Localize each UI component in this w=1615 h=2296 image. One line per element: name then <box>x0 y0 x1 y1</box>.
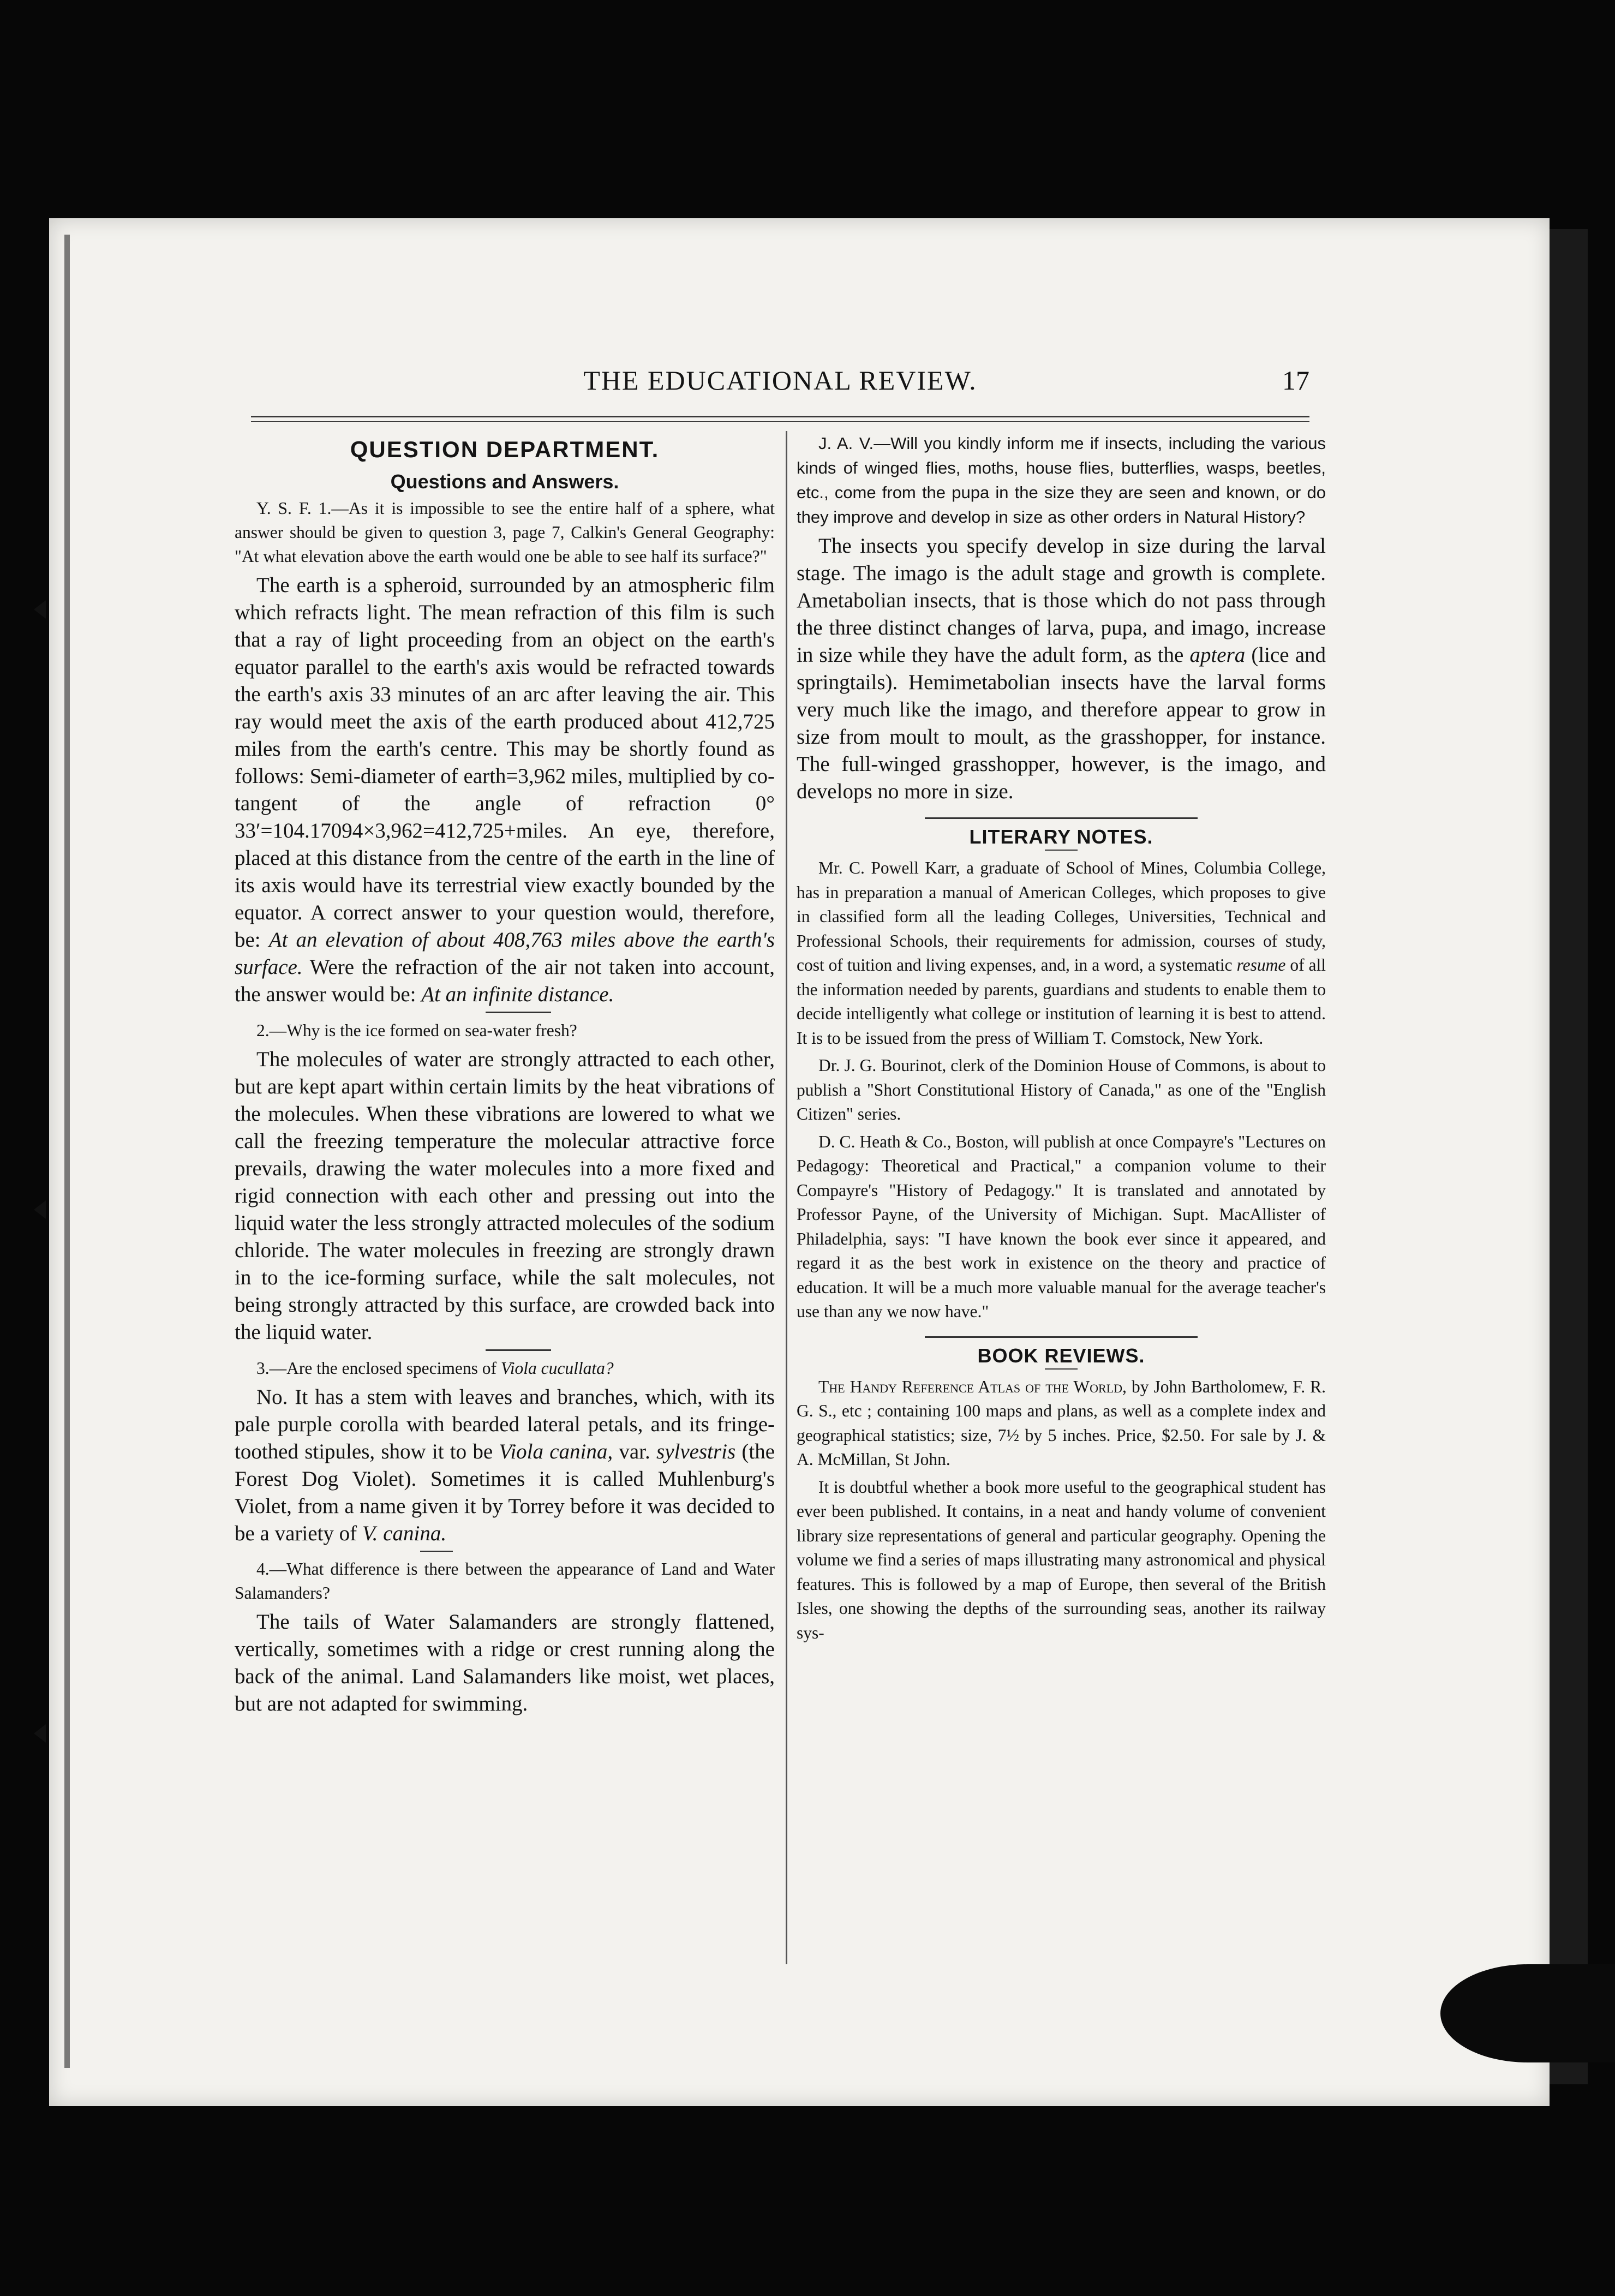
section-heading-literary-notes: LITERARY NOTES. <box>969 826 1153 848</box>
literary-note-1 <box>797 856 1326 1050</box>
answer-1-italic-end: At an infinite distance. <box>421 983 614 1006</box>
answer-3-species-end: V. canina. <box>362 1522 447 1545</box>
question-1: Y. S. F. 1.—As it is impossible to see the entire half of a sphere, what answer should be given to question 3, page 7, Calkin's General Geography: "At what elevation above the earth would one be able to see half its surface?" <box>235 499 775 566</box>
column-divider <box>786 431 787 1964</box>
book-review-text: It is doubtful whether a book more useful to the geographical student has ever been published. It contains, in a neat and handy volume of convenient library size representations of general and particular geography. Opening the volume we find a series of maps illustrating many astronomical and physical features. This is followed by a map of Europe, then several of the British Isles, one showing the depths of the surrounding seas, another its railway sys- <box>797 1477 1326 1642</box>
question-2: 2.—Why is the ice formed on sea-water fresh? <box>256 1021 577 1040</box>
answer-3-text: No. It has a stem with leaves and branches, which, with its pale purple corolla with bearded lateral petals, and its fringe-toothed stipules, show it to be <box>235 1385 775 1463</box>
running-title: THE EDUCATIONAL REVIEW. <box>583 365 977 396</box>
question-3 <box>235 1356 775 1380</box>
question-3-italic: Viola cucullata? <box>500 1359 614 1378</box>
answer-3-variety: sylvestris <box>656 1440 736 1463</box>
insect-answer-text: The insects you specify develop in size during the larval stage. The imago is the adult stage and growth is complete. Ametabolian insects, that is those which do not pass through the three distinct changes of larva, pupa, and imago, increase in size while they have the adult form, as the <box>797 534 1326 667</box>
answer-3-species: Viola canina, <box>499 1440 613 1463</box>
divider-rule <box>486 1012 551 1013</box>
book-review-entry <box>797 1375 1326 1472</box>
answer-3 <box>235 1384 775 1547</box>
answer-4: The tails of Water Salamanders are strongly flattened, vertically, sometimes with a ridge or crest running along the back of the animal. Land Salamanders like moist, wet places, but are not adapted for swimming. <box>235 1610 775 1715</box>
left-column <box>235 431 775 1721</box>
divider-rule <box>486 1349 551 1351</box>
right-column <box>797 431 1326 1648</box>
answer-3-continued: (the Forest Dog Violet). Sometimes it is called Muhlenburg's Violet, from a name given it by Torrey before it was decided to be a variety of <box>235 1440 775 1545</box>
insect-question: J. A. V.—Will you kindly inform me if insects, including the various kinds of winged flies, moths, house flies, butterflies, wasps, beetles, etc., come from the pupa in the size they are seen and known, or do they improve and develop in size as other orders in Natural History? <box>797 434 1326 527</box>
answer-1-continued: Were the refraction of the air not taken into account, the answer would be: <box>235 955 775 1006</box>
subheading-questions-answers: Questions and Answers. <box>390 470 619 493</box>
running-head <box>251 364 1309 408</box>
book-review-entry-title: The Handy Reference Atlas of the World, <box>818 1377 1127 1396</box>
section-heading-book-reviews: BOOK REVIEWS. <box>977 1344 1145 1367</box>
header-rule-thin <box>251 421 1309 422</box>
divider-rule <box>420 1551 453 1552</box>
answer-2: The molecules of water are strongly attracted to each other, but are kept apart within certain limits by the heat vibrations of the molecules. When these vibrations are lowered to what we call the freezing temperature the molecular attractive force prevails, drawing the water molecules into a more fixed and rigid connection with each other and pressing out into the liquid water the less strongly attracted molecules of the sodium chloride. The water molecules in freezing are strongly drawn in to the ice-forming surface, while the salt molecules, not being strongly attracted by this surface, are crowded back into the liquid water. <box>235 1048 775 1344</box>
answer-1-italic: At an elevation of about 408,763 miles above the earth's surface. <box>235 928 775 979</box>
answer-1 <box>235 572 775 1008</box>
page-number: 17 <box>1282 365 1309 396</box>
literary-note-1-italic: resume <box>1236 955 1286 974</box>
answer-1-text: The earth is a spheroid, surrounded by an atmospheric film which refracts light. The mean refraction of this film is such that a ray of light proceeding from an object on the earth's equator parallel to the earth's axis would be refracted towards the earth's axis 33 minutes of an arc after leaving the air. This ray would meet the axis of the earth produced about 412,725 miles from the earth's centre. This may be shortly found as follows: Semi-diameter of earth=3,962 miles, multiplied by co-tangent of the angle of refraction 0° 33′=104.17094×3,962=412,725+miles. An eye, therefore, placed at this distance from the centre of the earth in the line of its axis would have its terrestrial view exactly bounded by the equator. A correct answer to your question would, therefore, be: <box>235 573 775 952</box>
heading-underline <box>1045 850 1078 851</box>
literary-note-3: D. C. Heath & Co., Boston, will publish at once Compayre's "Lectures on Pedagogy: Theoretical and Practical," a companion volume to their Compayre's "History of Pedagogy." It is translated and annotated by Professor Payne, of the University of Michigan. Supt. MacAllister of Philadelphia, says: "I have known the book ever since it appeared, and regard it as the best work in existence on the theory and practice of education. It will be a much more valuable manual for the average teacher's use than any we now have." <box>797 1132 1326 1321</box>
insect-answer-continued: (lice and springtails). Hemimetabolian insects have the larval forms very much like the imago, and therefore appear to grow in size from moult to moult, as the grasshopper, for instance. The full-winged grasshopper, however, is the imago, and develops no more in size. <box>797 643 1326 803</box>
question-4: 4.—What difference is there between the appearance of Land and Water Salamanders? <box>235 1559 775 1603</box>
section-rule <box>925 1336 1198 1338</box>
question-3-text: 3.—Are the enclosed specimens of <box>256 1359 497 1378</box>
literary-note-2: Dr. J. G. Bourinot, clerk of the Dominion House of Commons, is about to publish a "Short Constitutional History of Canada," as one of the "English Citizen" series. <box>797 1056 1326 1123</box>
insect-answer <box>797 533 1326 805</box>
header-rule <box>251 416 1309 417</box>
literary-note-1-text: Mr. C. Powell Karr, a graduate of School of Mines, Columbia College, has in preparation a manual of American Colleges, which proposes to give in classified form all the leading Colleges, Universities, Technical and Professional Schools, their requirements for admission, courses of study, cost of tuition and living expenses, and, in a word, a systematic <box>797 858 1326 974</box>
page-edge-shadow <box>1550 229 1588 2084</box>
answer-3-var: var. <box>619 1440 650 1463</box>
thumb-shadow <box>1440 1964 1615 2062</box>
book-review-entry-details: by John Bartholomew, F. R. G. S., etc ; containing 100 maps and plans, as well as a complete index and geographical statistics; size, 7½ by 5 inches. Price, $2.50. For sale by J. & A. McMillan, St John. <box>797 1377 1326 1469</box>
insect-answer-italic: aptera <box>1189 643 1246 667</box>
section-heading-question-department: QUESTION DEPARTMENT. <box>350 437 660 462</box>
binding-line <box>64 235 70 2068</box>
literary-note-1-continued: of all the information needed by parents, guardians and students to enable them to decide intelligently what college or institution of learning it is best to attend. It is to be issued from the press of William T. Comstock, New York. <box>797 955 1326 1048</box>
section-rule <box>925 817 1198 819</box>
heading-underline <box>1045 1368 1078 1370</box>
